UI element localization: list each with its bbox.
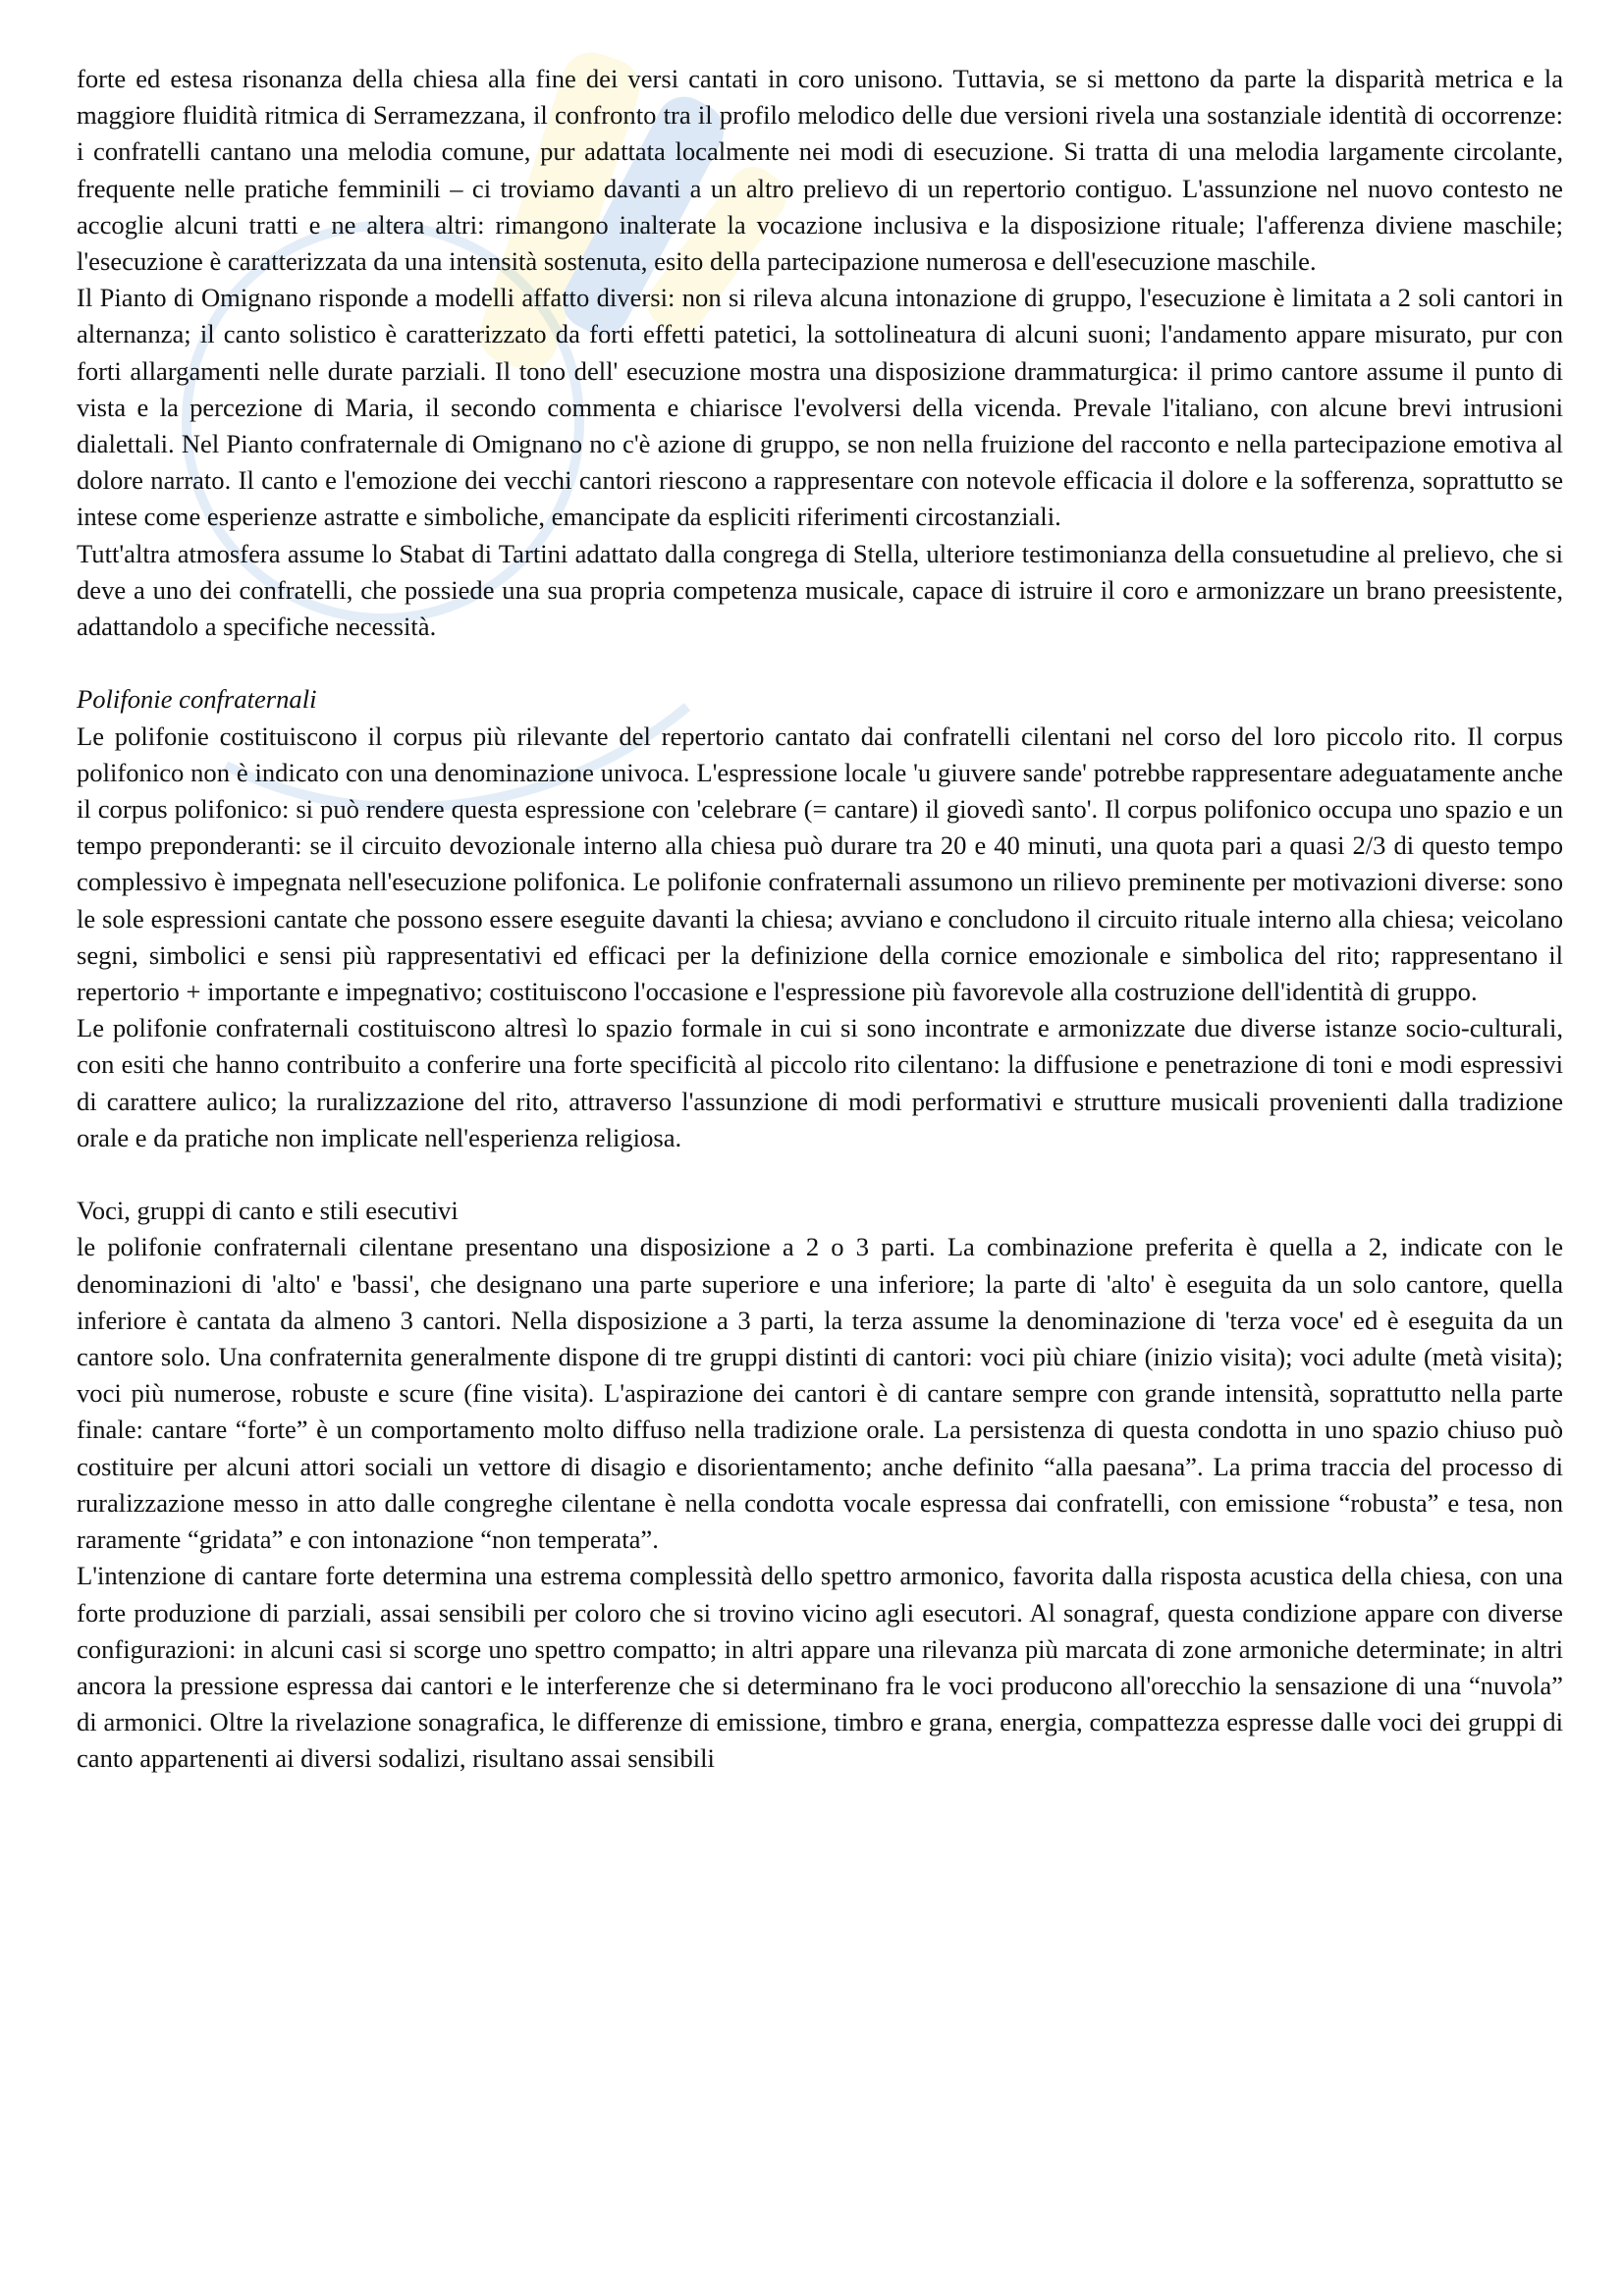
paragraph-voci-1: le polifonie confraternali cilentane presentano una disposizione a 2 o 3 parti. La combinazione preferita è quella a 2, indicate con le denominazioni di 'alto' e 'bassi', che designano una parte superiore e una inferiore; la parte di 'alto' è eseguita da un solo cantore, quella inferiore è cantata da almeno 3 cantori. Nella disposizione a 3 parti, la terza assume la denominazione di 'terza voce' ed è eseguita da un cantore solo. Una confraternita generalmente dispone di tre gruppi distinti di cantori: voci più chiare (inizio visita); voci adulte (metà visita); voci più numerose, robuste e scure (fine visita). L'aspirazione dei cantori è di cantare sempre con grande intensità, soprattutto nella parte finale: cantare “forte” è un comportamento molto diffuso nella tradizione orale. La persistenza di questa condotta in uno spazio chiuso può costituire per alcuni attori sociali un vettore di disagio e disorientamento; anche definito “alla paesana”. La prima traccia del processo di ruralizzazione messo in atto dalle congreghe cilentane è nella condotta vocale espressa dai confratelli, con emissione “robusta” e tesa, non raramente “gridata” e con intonazione “non temperata”.: [77, 1232, 1563, 1555]
paragraph-intro-1: forte ed estesa risonanza della chiesa alla fine dei versi cantati in coro unisono. Tuttavia, se si mettono da parte la disparità metrica e la maggiore fluidità ritmica di Serramezzana, il confronto tra il profilo melodico delle due versioni rivela una sostanziale identità di occorrenze: i confratelli cantano una melodia comune, pur adattata localmente nei modi di esecuzione. Si tratta di una melodia largamente circolante, frequente nelle pratiche femminili – ci troviamo davanti a un altro prelievo di un repertorio contiguo. L'assunzione nel nuovo contesto ne accoglie alcuni tratti e ne altera altri: rimangono inalterate la vocazione inclusiva e la disposizione rituale; l'afferenza diviene maschile; l'esecuzione è caratterizzata da una intensità sostenuta, esito della partecipazione numerosa e dell'esecuzione maschile.: [77, 64, 1563, 277]
paragraph-polifonie-2: Le polifonie confraternali costituiscono altresì lo spazio formale in cui si sono incontrate e armonizzate due diverse istanze socio-culturali, con esiti che hanno contribuito a conferire una forte specificità al piccolo rito cilentano: la diffusione e penetrazione di toni e modi espressivi di carattere aulico; la ruralizzazione del rito, attraverso l'assunzione di modi performativi e strutture musicali provenienti dalla tradizione orale e da pratiche non implicate nell'esperienza religiosa.: [77, 1013, 1563, 1152]
document-page: [77, 61, 1563, 1778]
paragraph-intro-2: Il Pianto di Omignano risponde a modelli affatto diversi: non si rileva alcuna intonazione di gruppo, l'esecuzione è limitata a 2 soli cantori in alternanza; il canto solistico è caratterizzato da forti effetti patetici, la sottolineatura di alcuni suoni; l'andamento appare misurato, pur con forti allargamenti nelle durate parziali. Il tono dell' esecuzione mostra una disposizione drammaturgica: il primo cantore assume il punto di vista e la percezione di Maria, il secondo commenta e chiarisce l'evolversi della vicenda. Prevale l'italiano, con alcune brevi intrusioni dialettali. Nel Pianto confraternale di Omignano no c'è azione di gruppo, se non nella fruizione del racconto e nella partecipazione emotiva al dolore narrato. Il canto e l'emozione dei vecchi cantori riescono a rappresentare con notevole efficacia il dolore e la sofferenza, soprattutto se intese come esperienze astratte e simboliche, emancipate da espliciti riferimenti circostanziali.: [77, 283, 1563, 532]
section-heading-voci: Voci, gruppi di canto e stili esecutivi: [77, 1196, 459, 1226]
section-heading-polifonie: Polifonie confraternali: [77, 684, 317, 715]
paragraph-voci-2: L'intenzione di cantare forte determina una estrema complessità dello spettro armonico, favorita dalla risposta acustica della chiesa, con una forte produzione di parziali, assai sensibili per coloro che si trovino vicino agli esecutori. Al sonagraf, questa condizione appare con diverse configurazioni: in alcuni casi si scorge uno spettro compatto; in altri appare una rilevanza più marcata di zone armoniche determinate; in altri ancora la pressione espressa dai cantori e le interferenze che si determinano fra le voci producono all'orecchio la sensazione di una “nuvola” di armonici. Oltre la rivelazione sonagrafica, le differenze di emissione, timbro e grana, energia, compattezza espresse dalle voci dei gruppi di canto appartenenti ai diversi sodalizi, risultano assai sensibili: [77, 1561, 1563, 1774]
paragraph-polifonie-1: Le polifonie costituiscono il corpus più rilevante del repertorio cantato dai confratelli cilentani nel corso del loro piccolo rito. Il corpus polifonico non è indicato con una denominazione univoca. L'espressione locale 'u giuvere sande' potrebbe rappresentare adeguatamente anche il corpus polifonico: si può rendere questa espressione con 'celebrare (= cantare) il giovedì santo'. Il corpus polifonico occupa uno spazio e un tempo preponderanti: se il circuito devozionale interno alla chiesa può durare tra 20 e 40 minuti, una quota pari a quasi 2/3 di questo tempo complessivo è impegnata nell'esecuzione polifonica. Le polifonie confraternali assumono un rilievo preminente per motivazioni diverse: sono le sole espressioni cantate che possono essere eseguite davanti la chiesa; avviano e concludono il circuito rituale interno alla chiesa; veicolano segni, simbolici e sensi più rappresentativi ed efficaci per la definizione della cornice emozionale e simbolica del rito; rappresentano il repertorio + importante e impegnativo; costituiscono l'occasione e l'espressione più favorevole alla costruzione dell'identità di gruppo.: [77, 721, 1563, 1007]
section-spacer: [77, 1156, 1563, 1193]
paragraph-intro-3: Tutt'altra atmosfera assume lo Stabat di Tartini adattato dalla congrega di Stella, ulteriore testimonianza della consuetudine al prelievo, che si deve a uno dei confratelli, che possiede una sua propria competenza musicale, capace di istruire il coro e armonizzare un brano preesistente, adattandolo a specifiche necessità.: [77, 538, 1563, 642]
section-spacer: [77, 645, 1563, 681]
